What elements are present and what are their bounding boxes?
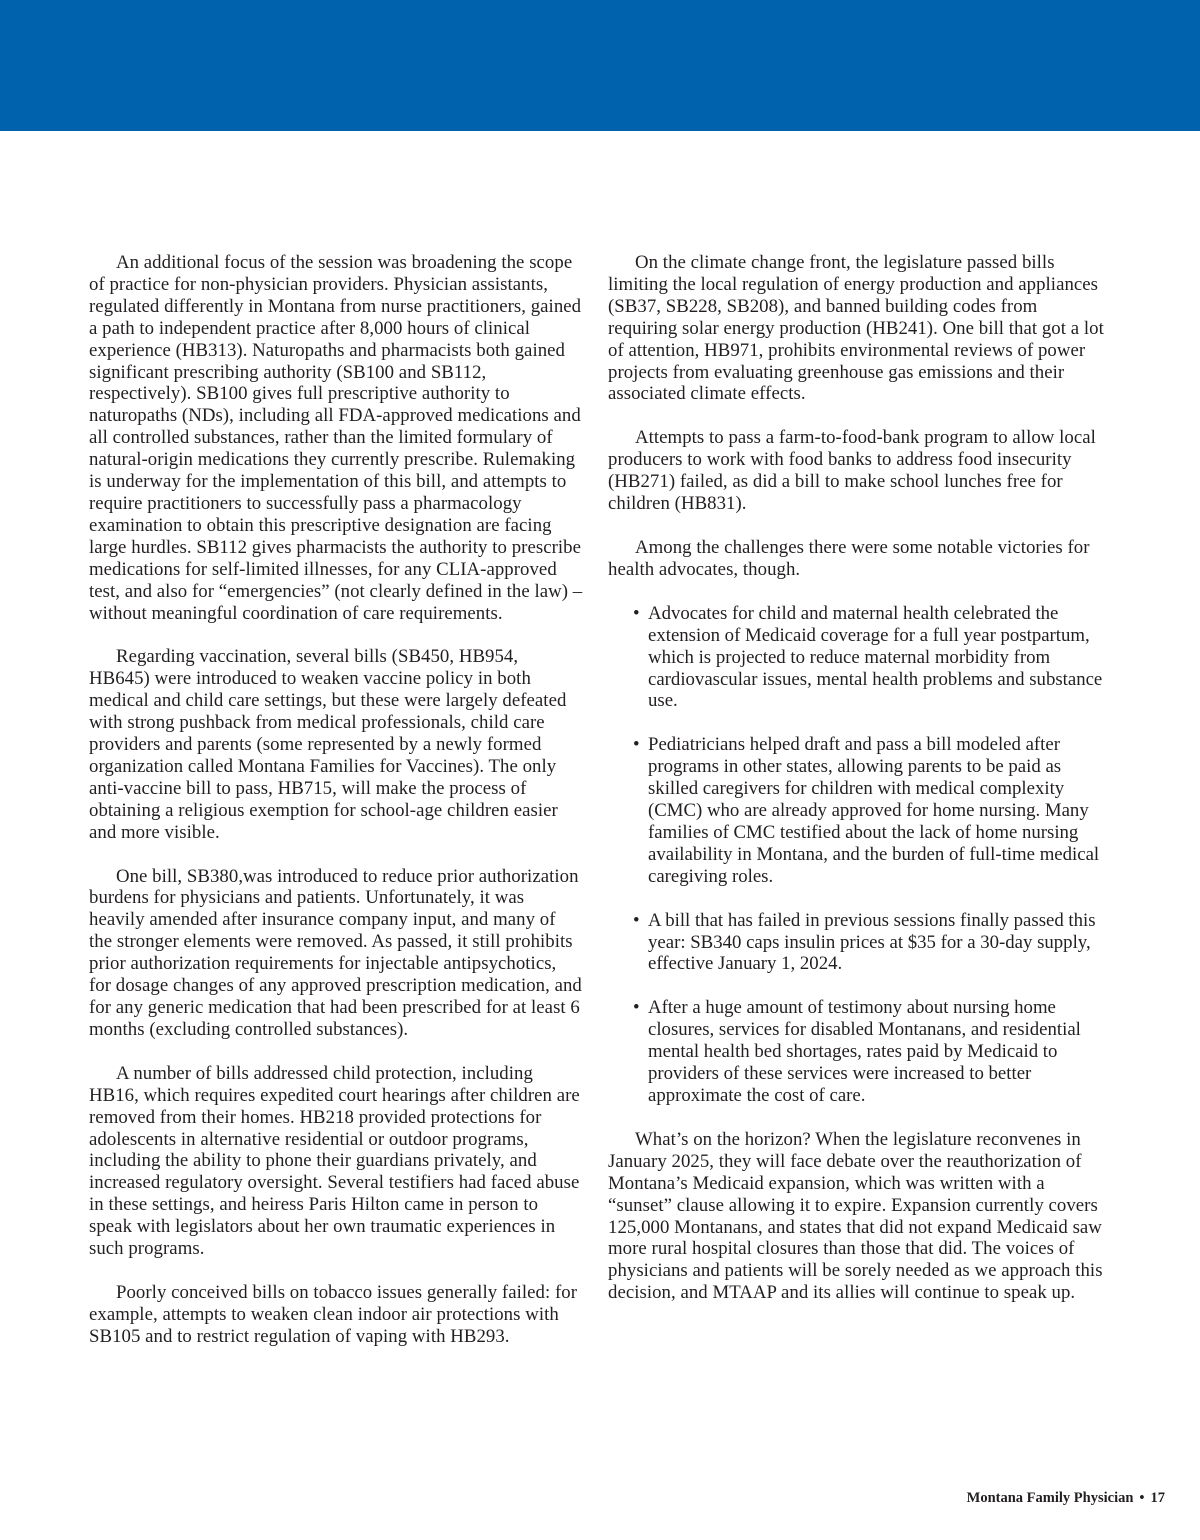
scope-of-practice-paragraph: An additional focus of the session was broadening the scope of practice for non-physician providers. Physician assistants, regulated differently in Montana from nurse practitioners, gained a path to independent practice after 8,000 hours of clinical experience (HB313). Naturopaths and pharmacists both gained significant prescribing authority (SB100 and SB112, respectively). SB100 gives full prescriptive authority to naturopaths (NDs), including all FDA-approved medications and all controlled substances, rather than the limited formulary of natural-origin medications they currently prescribe. Rulemaking is underway for the implementation of this bill, and attempts to require practitioners to successfully pass a pharmacology examination to obtain this prescriptive designation are facing large hurdles. SB112 gives pharmacists the authority to prescribe medications for self-limited illnesses, for any CLIA-approved test, and also for “emergencies” (not clearly defined in the law) – without meaningful coordination of care requirements. [89, 252, 583, 624]
victories-list [608, 603, 1104, 1107]
bullet-icon: • [633, 602, 640, 624]
victories-intro-paragraph: Among the challenges there were some notable victories for health advocates, though. [608, 536, 1090, 580]
horizon-paragraph: What’s on the horizon? When the legislature reconvenes in January 2025, they will face debate over the reauthorization of Montana’s Medicaid expansion, which was written with a “sunset” clause allowing it to expire. Expansion currently covers 125,000 Montanans, and states that did not expand Medicaid saw more rural hospital closures than those that did. The voices of physicians and patients will be sorely needed as we approach this decision, and MTAAP and its allies will continue to speak up. [608, 1128, 1103, 1304]
tobacco-paragraph: Poorly conceived bills on tobacco issues generally failed: for example, attempts to weaken clean indoor air protections with SB105 and to restrict regulation of vaping with HB293. [89, 1281, 578, 1347]
page-footer [967, 1490, 1165, 1507]
food-bank-paragraph: Attempts to pass a farm-to-food-bank program to allow local producers to work with food banks to address food insecurity (HB271) failed, as did a bill to make school lunches free for children (HB831). [608, 427, 1096, 515]
page-number: 17 [1150, 1490, 1165, 1506]
list-item [608, 603, 1104, 713]
left-column [89, 252, 583, 1370]
list-item [608, 997, 1104, 1107]
right-column [608, 252, 1104, 1326]
header-color-band [0, 0, 1200, 131]
list-item-text: A bill that has failed in previous sessions finally passed this year: SB340 caps insulin prices at $35 for a 30-day supply, effective January 1, 2024. [648, 909, 1096, 975]
child-protection-paragraph: A number of bills addressed child protection, including HB16, which requires expedited court hearings after children are removed from their homes. HB218 provided protections for adolescents in alternative residential or outdoor programs, including the ability to phone their guardians privately, and increased regulatory oversight. Several testifiers had faced abuse in these settings, and heiress Paris Hilton came in person to speak with legislators about her own traumatic experiences in such programs. [89, 1062, 580, 1260]
list-item [608, 910, 1104, 976]
list-item-text: Advocates for child and maternal health celebrated the extension of Medicaid coverage for a full year postpartum, which is projected to reduce maternal morbidity from cardiovascular issues, mental health problems and substance use. [648, 602, 1103, 712]
list-item [608, 734, 1104, 887]
list-item-text: Pediatricians helped draft and pass a bill modeled after programs in other states, allowing parents to be paid as skilled caregivers for children with medical complexity (CMC) who are already approved for home nursing. Many families of CMC testified about the lack of home nursing availability in Montana, and the burden of full-time medical caregiving roles. [648, 734, 1100, 887]
publication-name: Montana Family Physician [966, 1490, 1134, 1506]
vaccination-paragraph: Regarding vaccination, several bills (SB450, HB954, HB645) were introduced to weaken vaccine policy in both medical and child care settings, but these were largely defeated with strong pushback from medical professionals, child care providers and parents (some represented by a newly formed organization called Montana Families for Vaccines). The only anti-vaccine bill to pass, HB715, will make the process of obtaining a religious exemption for school-age children easier and more visible. [89, 646, 567, 843]
prior-authorization-paragraph: One bill, SB380,was introduced to reduce prior authorization burdens for physicians and patients. Unfortunately, it was heavily amended after insurance company input, and many of the stronger elements were removed. As passed, it still prohibits prior authorization requirements for injectable antipsychotics, for dosage changes of any approved prescription medication, and for any generic medication that had been prescribed for at least 6 months (excluding controlled substances). [89, 865, 582, 1040]
bullet-icon: • [633, 734, 640, 756]
bullet-icon: • [633, 909, 640, 931]
climate-change-paragraph: On the climate change front, the legislature passed bills limiting the local regulation of energy production and appliances (SB37, SB228, SB208), and banned building codes from requiring solar energy production (HB241). One bill that got a lot of attention, HB971, prohibits environmental reviews of power projects from evaluating greenhouse gas emissions and their associated climate effects. [608, 252, 1104, 405]
bullet-icon: • [633, 997, 640, 1019]
footer-separator: • [1139, 1490, 1145, 1506]
list-item-text: After a huge amount of testimony about nursing home closures, services for disabled Montanans, and residential mental health bed shortages, rates paid by Medicaid to providers of these services were increased to better approximate the cost of care. [648, 997, 1081, 1106]
